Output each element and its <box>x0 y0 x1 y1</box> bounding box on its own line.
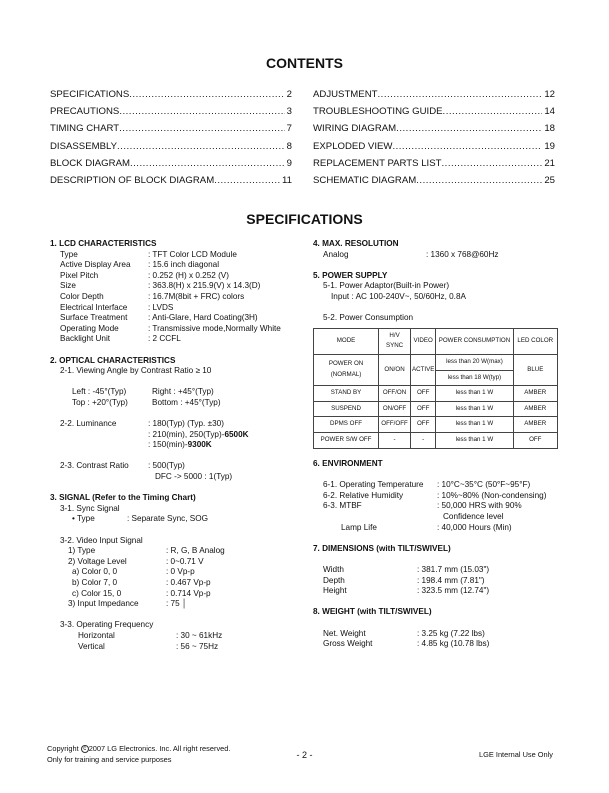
toc-entry-page: 14 <box>544 106 555 118</box>
spec-key: Analog <box>323 249 349 259</box>
table-header: H/V SYNC <box>379 328 411 354</box>
viewing-top: Top : +20°(Typ) <box>72 397 128 407</box>
spec-value: : 2 CCFL <box>148 334 181 344</box>
table-header-row <box>314 328 558 354</box>
table-cell: SUSPEND <box>314 401 379 417</box>
spec-key: Lamp Life <box>341 522 377 532</box>
toc-entry[interactable] <box>50 86 292 103</box>
luminance-row <box>50 430 300 441</box>
spec-value: : 50,000 HRS with 90% <box>437 501 522 511</box>
toc-entry-page: 3 <box>286 106 292 118</box>
table-cell: less than 20 W(max) <box>436 354 513 370</box>
spec-row <box>50 589 300 600</box>
table-cell: BLUE <box>513 354 557 385</box>
spec-key: Width <box>323 565 344 575</box>
toc-entry-label: SPECIFICATIONS <box>50 89 130 100</box>
spec-value: : 40,000 Hours (Min) <box>437 522 512 532</box>
section-heading: 2. OPTICAL CHARACTERISTICS <box>50 355 176 365</box>
table-cell: OFF <box>411 417 436 433</box>
table-cell: less than 18 W(typ) <box>436 370 513 386</box>
spec-row <box>50 313 300 324</box>
toc-leader <box>129 86 284 103</box>
toc-entry-label: DISASSEMBLY <box>50 140 118 152</box>
spec-key: Size <box>60 281 76 291</box>
spec-right-column <box>313 239 563 650</box>
table-row <box>314 401 558 417</box>
spec-value: : 0~0.71 V <box>166 556 204 566</box>
table-cell: OFF <box>411 386 436 402</box>
toc-entry-page: 7 <box>286 123 292 135</box>
contrast-row <box>50 472 300 483</box>
table-cell: less than 1 W <box>436 401 513 417</box>
table-cell: less than 1 W <box>436 386 513 402</box>
sync-signal-label: 3-1. Sync Signal <box>60 503 120 513</box>
spec-key: 1) Type <box>68 546 96 556</box>
spec-left-column <box>50 239 300 652</box>
toc-entry-page: 9 <box>286 157 292 169</box>
toc-entry-label: TIMING CHART <box>50 123 120 135</box>
spec-value: : Anti-Glare, Hard Coating(3H) <box>148 313 258 323</box>
section-heading: 6. ENVIRONMENT <box>313 459 383 469</box>
page-number: - 2 - <box>296 750 313 760</box>
toc-entry[interactable] <box>313 103 555 120</box>
toc-entry[interactable] <box>313 120 555 137</box>
footer-purpose: Only for training and service purposes <box>47 754 172 764</box>
toc-entry-label: PRECAUTIONS <box>50 106 120 118</box>
spec-row <box>313 639 563 650</box>
table-cell: OFF/OFF <box>379 417 411 433</box>
power-consumption-table <box>313 328 558 449</box>
table-row <box>314 354 558 370</box>
toc-entry-page: 12 <box>544 89 555 100</box>
section-heading: 4. MAX. RESOLUTION <box>313 239 399 248</box>
spec-value: : 30 ~ 61kHz <box>176 630 223 640</box>
table-header: VIDEO <box>411 328 436 354</box>
toc-leader <box>443 103 543 120</box>
toc-entry-label: ADJUSTMENT <box>313 89 378 100</box>
toc-entry-page: 21 <box>544 157 555 169</box>
spec-row <box>313 501 563 512</box>
video-input-label: 3-2. Video Input Signal <box>60 535 143 545</box>
lcd-characteristics <box>50 250 300 345</box>
spec-row <box>313 250 563 261</box>
spec-key: b) Color 7, 0 <box>72 578 118 587</box>
viewing-angle-row <box>50 387 300 398</box>
toc-entry-label: TROUBLESHOOTING GUIDE <box>313 106 443 118</box>
toc-entry[interactable] <box>313 172 555 189</box>
toc-leader <box>119 103 284 120</box>
spec-value: : 0.714 Vp-p <box>166 588 211 598</box>
spec-key: Depth <box>323 575 345 585</box>
toc-entry[interactable] <box>50 172 292 189</box>
toc-entry[interactable] <box>50 103 292 120</box>
spec-value: : 0.467 Vp-p <box>166 578 211 587</box>
spec-value: : TFT Color LCD Module <box>148 249 237 259</box>
toc-entry[interactable] <box>50 155 292 172</box>
spec-value: Confidence level <box>443 512 504 522</box>
spec-row <box>313 523 563 534</box>
spec-row <box>50 324 300 335</box>
section-heading: 8. WEIGHT (with TILT/SWIVEL) <box>313 607 432 617</box>
table-cell: AMBER <box>513 401 557 417</box>
spec-row <box>50 546 300 557</box>
spec-row <box>50 557 300 568</box>
spec-value: : 180(Typ) (Typ. ±30) <box>148 419 224 429</box>
spec-row <box>50 334 300 345</box>
contrast-row <box>50 461 300 472</box>
spec-value: : 75 │ <box>166 599 188 609</box>
spec-value: : 150(min)-9300K <box>148 440 212 450</box>
spec-key: Net. Weight <box>323 628 366 638</box>
spec-row <box>50 250 300 261</box>
table-cell: AMBER <box>513 417 557 433</box>
viewing-bottom: Bottom : +45°(Typ) <box>152 397 221 407</box>
table-header: POWER CONSUMPTION <box>436 328 513 354</box>
toc-entry-label: WIRING DIAGRAM <box>313 123 397 135</box>
toc-leader <box>441 155 542 172</box>
toc-entry[interactable] <box>50 120 292 137</box>
toc-entry[interactable] <box>50 138 292 155</box>
table-cell: less than 1 W <box>436 417 513 433</box>
table-cell: POWER ON (NORMAL) <box>314 354 379 385</box>
spec-value: : R, G, B Analog <box>166 546 225 556</box>
spec-key: Operating Mode <box>60 323 119 333</box>
toc-entry[interactable] <box>313 138 555 155</box>
toc-entry-label: DESCRIPTION OF BLOCK DIAGRAM <box>50 175 215 187</box>
luminance-row <box>50 419 300 430</box>
toc-entry-label: REPLACEMENT PARTS LIST <box>313 157 442 169</box>
table-cell: AMBER <box>513 386 557 402</box>
table-cell: STAND BY <box>314 386 379 402</box>
spec-row <box>50 642 300 653</box>
toc-entry-label: BLOCK DIAGRAM <box>50 157 130 169</box>
spec-value: : 1360 x 768@60Hz <box>426 249 499 259</box>
spec-value: : 381.7 mm (15.03") <box>417 565 490 575</box>
power-input: Input : AC 100-240V~, 50/60Hz, 0.8A <box>331 291 466 301</box>
spec-key: 6-2. Relative Humidity <box>323 490 404 500</box>
operating-frequency-label: 3-3. Operating Frequency <box>60 620 154 630</box>
toc-entry-label: SCHEMATIC DIAGRAM <box>313 175 417 187</box>
spec-row <box>50 631 300 642</box>
table-header: LED COLOR <box>513 328 557 354</box>
section-heading: 1. LCD CHARACTERISTICS <box>50 239 157 248</box>
viewing-angle-label: 2-1. Viewing Angle by Contrast Ratio ≥ 10 <box>60 366 212 376</box>
table-cell: OFF <box>411 401 436 417</box>
toc-entry-page: 11 <box>282 175 292 187</box>
power-consumption-label: 5-2. Power Consumption <box>323 313 414 323</box>
spec-key: Height <box>323 586 347 596</box>
spec-key: 2) Voltage Level <box>68 556 127 566</box>
spec-row <box>50 260 300 271</box>
spec-key: Backlight Unit <box>60 334 111 344</box>
toc-entry-page: 19 <box>544 140 555 152</box>
table-cell: OFF <box>513 432 557 448</box>
copyright-icon: c <box>81 745 89 753</box>
spec-row <box>313 576 563 587</box>
table-row <box>314 417 558 433</box>
spec-key: Color Depth <box>60 291 104 301</box>
toc-entry[interactable] <box>313 86 555 103</box>
spec-row <box>50 292 300 303</box>
toc-leader <box>396 120 542 137</box>
spec-key: • Type <box>72 514 95 524</box>
toc-leader <box>378 86 543 103</box>
spec-key: 6-1. Operating Temperature <box>323 480 424 490</box>
spec-key: 2-2. Luminance <box>60 419 117 429</box>
specifications-title: SPECIFICATIONS <box>246 211 363 227</box>
table-row <box>314 386 558 402</box>
spec-value: : 3.25 kg (7.22 lbs) <box>417 628 485 638</box>
toc-leader <box>130 155 285 172</box>
spec-value: : 323.5 mm (12.74") <box>417 586 490 596</box>
spec-value: DFC -> 5000 : 1(Typ) <box>155 472 233 482</box>
spec-key: Horizontal <box>78 630 115 640</box>
spec-row <box>50 281 300 292</box>
spec-value: : LVDS <box>148 302 174 312</box>
table-cell: ON/OFF <box>379 401 411 417</box>
spec-key: 2-3. Contrast Ratio <box>60 461 129 471</box>
table-cell: - <box>411 432 436 448</box>
spec-row <box>313 491 563 502</box>
spec-row <box>50 514 300 525</box>
table-header: MODE <box>314 328 379 354</box>
spec-row <box>313 480 563 491</box>
toc-leader <box>214 172 280 189</box>
power-adaptor-label: 5-1. Power Adaptor(Built-in Power) <box>323 281 450 291</box>
spec-row <box>50 599 300 610</box>
toc-entry[interactable] <box>313 155 555 172</box>
spec-key: Type <box>60 249 78 259</box>
spec-row <box>313 512 563 523</box>
viewing-right: Right : +45°(Typ) <box>152 387 214 397</box>
toc-entry-page: 18 <box>544 123 555 135</box>
toc-entry-page: 2 <box>286 89 292 100</box>
viewing-angle-row <box>50 398 300 409</box>
table-cell: less than 1 W <box>436 432 513 448</box>
toc-leader <box>392 138 542 155</box>
table-cell: - <box>379 432 411 448</box>
copyright-text: Copyright <box>47 744 81 753</box>
spec-key: c) Color 15, 0 <box>72 588 122 598</box>
copyright-text: 2007 LG Electronics. Inc. All right reserved. <box>88 744 231 753</box>
spec-row <box>50 567 300 578</box>
spec-key: a) Color 0, 0 <box>72 567 118 577</box>
spec-value: : 4.85 kg (10.78 lbs) <box>417 639 490 649</box>
spec-key: 6-3. MTBF <box>323 501 362 511</box>
spec-value: : 363.8(H) x 215.9(V) x 14.3(D) <box>148 281 261 291</box>
spec-key: Surface Treatment <box>60 313 128 323</box>
toc-leader <box>119 120 285 137</box>
table-cell: ACTIVE <box>411 354 436 385</box>
table-row <box>314 432 558 448</box>
footer-internal: LGE Internal Use Only <box>479 750 553 759</box>
toc-leader <box>416 172 542 189</box>
spec-value: : 56 ~ 75Hz <box>176 641 219 651</box>
spec-value: : 16.7M(8bit + FRC) colors <box>148 291 245 301</box>
spec-value: : 0.252 (H) x 0.252 (V) <box>148 270 229 280</box>
spec-value: : Separate Sync, SOG <box>127 514 209 524</box>
section-heading: 3. SIGNAL (Refer to the Timing Chart) <box>50 493 196 503</box>
spec-key: Pixel Pitch <box>60 270 99 280</box>
spec-row <box>50 578 300 589</box>
spec-row <box>313 629 563 640</box>
spec-value: : Transmissive mode,Normally White <box>148 323 281 333</box>
toc-entry-page: 8 <box>286 140 292 152</box>
toc-leader <box>117 138 285 155</box>
spec-row <box>313 586 563 597</box>
table-cell: POWER S/W OFF <box>314 432 379 448</box>
spec-value: : 10%~80% (Non-condensing) <box>437 490 547 500</box>
toc-entry-label: EXPLODED VIEW <box>313 140 393 152</box>
spec-key: Gross Weight <box>323 639 373 649</box>
section-heading: 5. POWER SUPPLY <box>313 270 388 280</box>
spec-value: : 500(Typ) <box>148 461 185 471</box>
luminance-row <box>50 440 300 451</box>
spec-value: : 10°C~35°C (50°F~95°F) <box>437 480 531 490</box>
toc-left-column <box>50 86 292 189</box>
spec-key: 3) Input Impedance <box>68 599 139 609</box>
table-cell: DPMS OFF <box>314 417 379 433</box>
table-cell: OFF/ON <box>379 386 411 402</box>
spec-value: : 198.4 mm (7.81") <box>417 575 485 585</box>
spec-key: Electrical Interface <box>60 302 128 312</box>
spec-row <box>313 565 563 576</box>
viewing-left: Left : -45°(Typ) <box>72 387 127 397</box>
toc-entry-page: 25 <box>544 175 555 187</box>
section-heading: 7. DIMENSIONS (with TILT/SWIVEL) <box>313 543 451 553</box>
contents-title: CONTENTS <box>266 55 343 71</box>
spec-value: : 210(min), 250(Typ)-6500K <box>148 429 249 439</box>
spec-value: : 15.6 inch diagonal <box>148 260 220 270</box>
spec-value: : 0 Vp-p <box>166 567 195 577</box>
table-cell: ON/ON <box>379 354 411 385</box>
toc-right-column <box>313 86 555 189</box>
spec-row <box>50 303 300 314</box>
spec-key: Vertical <box>78 641 105 651</box>
spec-row <box>50 271 300 282</box>
spec-key: Active Display Area <box>60 260 131 270</box>
